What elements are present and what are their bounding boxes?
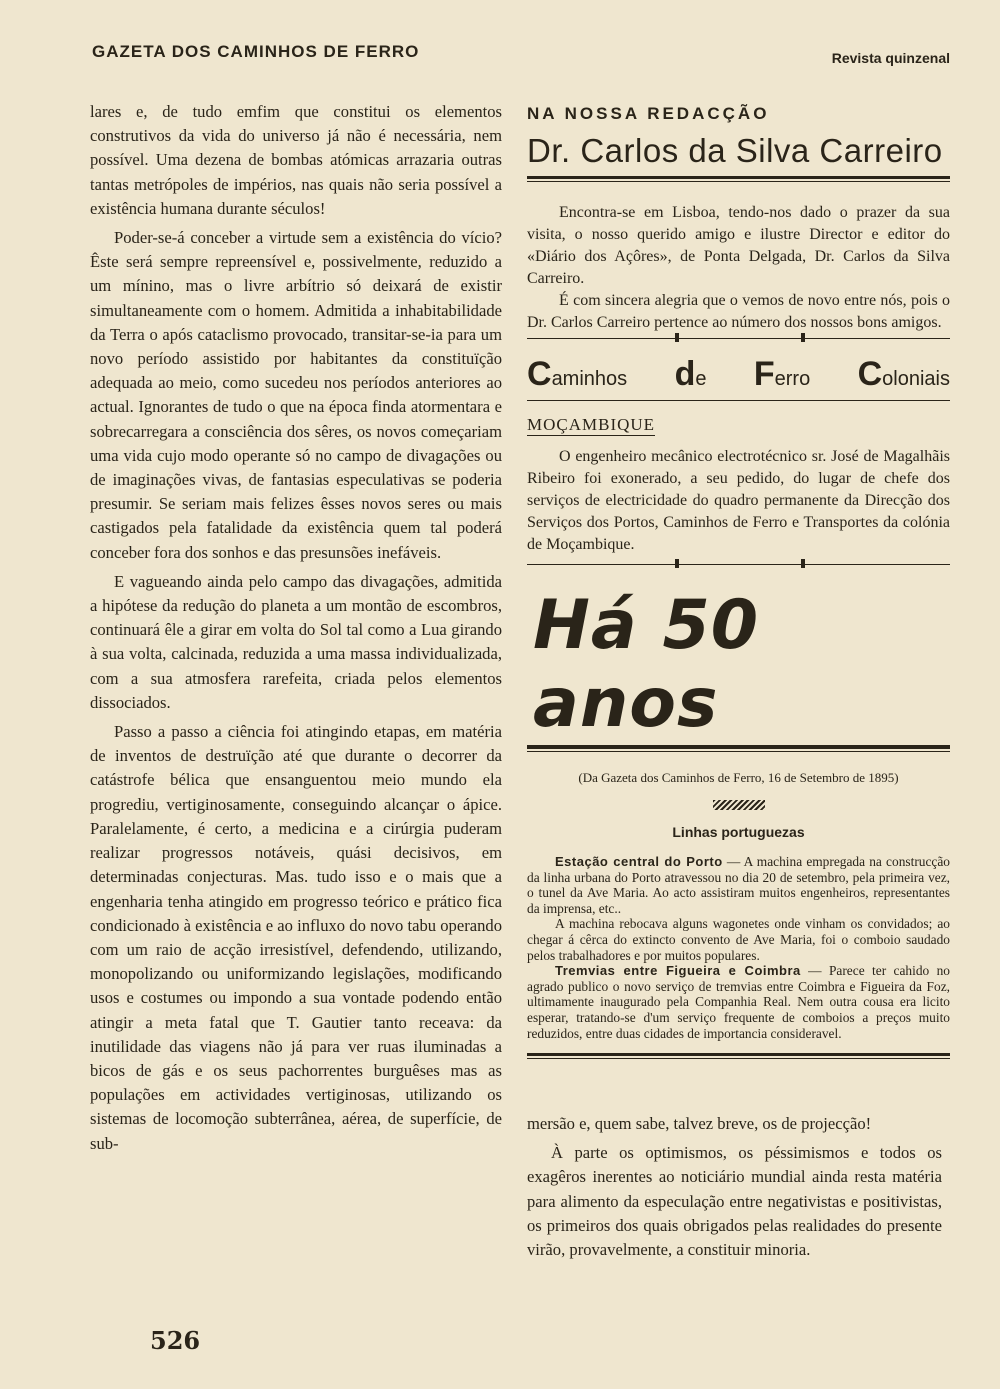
section-label-redaccao: NA NOSSA REDACÇÃO <box>527 104 770 123</box>
coloniais-title-word: Ferro <box>753 355 811 393</box>
page-number: 526 <box>150 1326 201 1355</box>
box-end-rule <box>527 1053 950 1056</box>
coloniais-title <box>527 355 950 394</box>
tail-paragraph-1: mersão e, quem sabe, talvez breve, os de projecção! <box>527 1114 872 1133</box>
news-item-text: A machina rebocava alguns wagonetes onde vinham os convidados; ao chegar á cêrca do extincto convento de Ave Maria, foi o comboio saudado pelos trabalhadores e por muitos populares. <box>527 916 950 963</box>
coloniais-paragraph: O engenheiro mecânico electrotécnico sr. José de Magalhãis Ribeiro foi exonerado, a seu pedido, do lugar de chefe dos serviços de electricidade do quadro permanente da Direcção dos Serviços dos Portos, Caminhos de Ferro e Transportes da colónia de Moçambique. <box>527 448 950 553</box>
right-column <box>527 100 950 1059</box>
source-note: (Da Gazeta dos Caminhos de Ferro, 16 de Setembro de 1895) <box>578 770 899 785</box>
left-paragraph-4: Passo a passo a ciência foi atingindo etapas, em matéria de inventos de destruïção até que durante o decorrer da catástrofe bélica que ensanguentou meio mundo ela progrediu, vertiginosamente, conseguindo alcançar o ápice. Paralelamente, é certo, a medicina e a cirúrgia puderam realizar progressos notáveis, quási decisivos, em determinadas conjecturas. Mas. tudo isso e o mais que a engenharia tenha atingido em progresso teórico e prático fica condicionado à existência e ao influxo do novo tabu operando com um raio de acção irresistível, defendendo, utilizando, monopolizando ou uniformizando legislações, modificando usos e costumes ou impondo a sua vontade podendo então atingir a meta fatal que T. Gautier tanto receava: da inutilidade das viagens não já para ver ruas iluminadas a bicos de gás e os seus pachorrentes burguêses mas as populações em actividades vertiginosas, utilizando os sistemas de locomoção subterrânea, aérea, de superfície, de sub- <box>90 722 502 1153</box>
section-separator <box>527 338 950 349</box>
separator-mark <box>675 559 679 568</box>
news-subheading: Linhas portuguezas <box>672 824 805 840</box>
box-end-rule-thin <box>527 1058 950 1059</box>
tail-paragraph-2: À parte os optimismos, os péssimismos e todos os exagêros inerentes ao noticiário mundial ainda resta matéria para alimento da especulação entre negativistas e positivistas, os primeiros dos quais obrigados pelas realidades do presente virão, provavelmente, a constituir minoria. <box>527 1143 942 1260</box>
redaccao-body <box>527 202 950 334</box>
news-item-3 <box>527 963 950 1041</box>
publication-frequency: Revista quinzenal <box>831 50 950 66</box>
left-article-column <box>90 100 502 1156</box>
left-paragraph-3: E vagueando ainda pelo campo das divagações, admitida a hipótese da redução do planeta a um montão de escombros, continuará êle a girar em volta do Sol tal como a Lua girando à sua volta, calcinada, reduzida a uma massa individualizada, com a sua atmosfera rarefeita, criada pelos elementos dissociados. <box>90 571 502 712</box>
region-heading: MOÇAMBIQUE <box>527 415 656 434</box>
hatched-ornament <box>713 800 765 810</box>
news-item-2 <box>527 916 950 963</box>
coloniais-title-word: de <box>674 355 707 393</box>
news-item-text: — Parece ter cahido no agrado publico o novo serviço de tremvias entre Coimbra e Figueira da Foz, ultimamente inaugurado pela Companhia Real. Nem outra cousa era licito esperar, tratando-se d'um serviço frequente de comboios a preços muito reduzidos, entre duas cidades de importancia consideravel. <box>527 963 951 1041</box>
title-rule-thin <box>527 181 950 182</box>
left-paragraph-1: lares e, de tudo emfim que constitui os elementos construtivos da vida do universo já não é necessária, nem possível. Uma dezena de bombas atómicas arrazaria outras tantas metrópoles de impérios, nas quais não seria possível a existência humana durante séculos! <box>90 102 502 218</box>
news-item-lead: Estação central do Porto <box>555 854 723 869</box>
separator-mark <box>801 333 805 342</box>
publication-title: GAZETA DOS CAMINHOS DE FERRO <box>92 42 420 61</box>
news-items <box>527 854 950 1041</box>
news-item-text: — A machina empregada na construcção da linha urbana do Porto atravessou no dia 20 de setembro, pela primeira vez, o tunel da Ave Maria. Ao acto assistiram muitos engenheiros, representantes da imprensa, etc.. <box>527 854 950 916</box>
coloniais-title-word: Caminhos <box>527 355 628 393</box>
redaccao-title: Dr. Carlos da Silva Carreiro <box>527 132 943 169</box>
redaccao-paragraph-1: Encontra-se em Lisboa, tendo-nos dado o prazer da sua visita, o nosso querido amigo e ilustre Director e editor do «Diário dos Açôres», de Ponta Delgada, Dr. Carlos da Silva Carreiro. <box>527 204 950 287</box>
ha-50-anos-rule <box>527 745 950 749</box>
left-paragraph-2: Poder-se-á conceber a virtude sem a existência do vício? Êste será sempre repreensível e, possivelmente, reduzido a um mínino, mas o livre arbítrio só deixará de existir simultaneamente com o homem. Admitida a inhabitabilidade da Terra o após cataclismo provocado, transitar-se-ia para um novo período assistido por habitantes da constituïção adequada ao meio, como sucedeu nos períodos anteriores ao actual. Ignorantes de tudo o que na época finda atormentara e sobrecarregara a consciência dos sêres, os novos começariam uma vida cujo modo operante só no campo de divagações ou de imaginações vivas, de fantasias especulativas se poderia presumir. Se seriam mais felizes êsses novos seres ou mais castigados pela fatalidade da existência quem tal poderá conceber fora dos sonhos e das presunsões inefáveis. <box>90 228 502 562</box>
separator-mark <box>675 333 679 342</box>
title-rule <box>527 176 950 179</box>
section-separator <box>527 564 950 575</box>
coloniais-rule <box>527 400 950 401</box>
separator-mark <box>801 559 805 568</box>
coloniais-title-word: Coloniais <box>857 355 950 393</box>
right-column-continuation <box>527 1112 942 1262</box>
redaccao-paragraph-2: É com sincera alegria que o vemos de novo entre nós, pois o Dr. Carlos Carreiro pertence ao número dos nossos bons amigos. <box>527 292 950 331</box>
ha-50-anos-rule-thin <box>527 751 950 752</box>
ha-50-anos-title: Há 50 anos <box>533 586 760 743</box>
news-item-lead: Tremvias entre Figueira e Coimbra <box>555 963 801 979</box>
news-item-1 <box>527 854 950 916</box>
